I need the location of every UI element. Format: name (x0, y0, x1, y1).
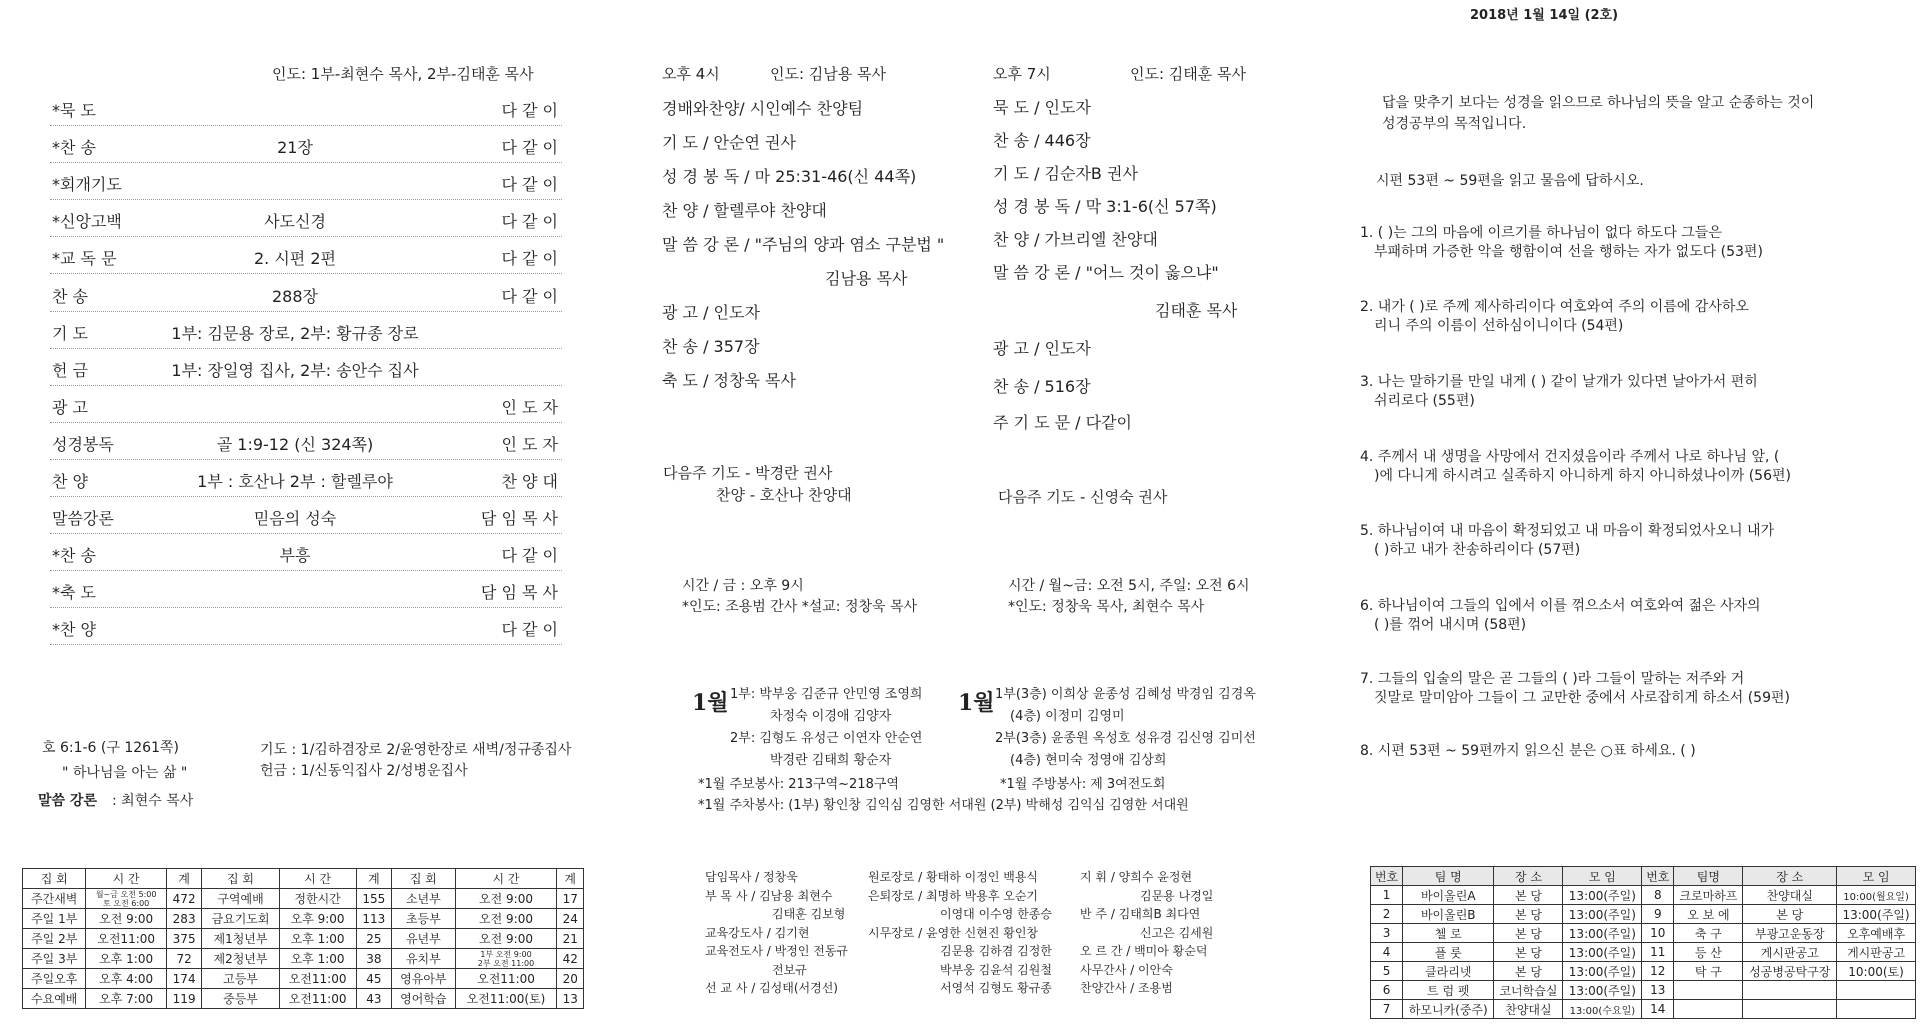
attendance-cell: 113 (356, 909, 392, 929)
parking-duty: *1월 주차봉사: (1부) 황인창 김익심 김영한 서대원 (2부) 박해성 김익심 김영한 서대원 (698, 798, 1189, 813)
attendance-cell: 20 (557, 969, 584, 989)
staff-entry: 반 주 / 김태희B 최다연 (1080, 907, 1201, 921)
team-cell: 본 당 (1494, 905, 1563, 924)
attendance-row (23, 969, 584, 989)
team-cell: 3 (1371, 924, 1403, 943)
team-cell (1674, 981, 1743, 1000)
friday-leader: *인도: 조용범 간사 *설교: 정창욱 목사 (682, 599, 918, 615)
order-row (50, 89, 562, 126)
order-row (50, 237, 562, 274)
evening-row: 기 도 / 김순자B 권사 (993, 164, 1138, 183)
attendance-table (22, 868, 584, 1009)
attendance-cell: 25 (356, 929, 392, 949)
team-cell: 본 당 (1494, 943, 1563, 962)
service-left-line-4: 박경란 김태희 황순자 (770, 753, 892, 768)
order-detail: 부흥 (279, 546, 311, 566)
service-left-line-3: 2부: 김형도 유성근 이연자 안순연 (730, 731, 923, 746)
attendance-cell: 155 (356, 889, 392, 909)
quiz-question-line: 6. 하나님이여 그들의 입에서 이를 꺾으소서 여호와여 젊은 사자의 (1360, 598, 1761, 614)
team-header: 번호 (1642, 867, 1674, 886)
attendance-cell: 119 (166, 989, 202, 1009)
staff-entry: 김문용 김하겸 김정한 (940, 944, 1052, 958)
team-cell: 14 (1642, 1000, 1674, 1019)
attendance-cell: 42 (557, 949, 584, 969)
order-leader: 찬 양 대 (501, 472, 558, 491)
staff-entry: 원로장로 / 황태하 이정인 백용식 (868, 870, 1038, 884)
staff-entry: 은퇴장로 / 최명하 박용후 오순기 (868, 888, 1038, 903)
order-detail: 1부: 장일영 집사, 2부: 송안수 집사 (171, 360, 419, 380)
evening-row: 찬 송 / 446장 (993, 131, 1091, 150)
attendance-cell: 정한시간 (279, 889, 356, 909)
staff-entry: 지 휘 / 양희수 윤정현 (1080, 870, 1193, 884)
order-row (50, 497, 562, 534)
afternoon-row: 축 도 / 정창욱 목사 (662, 371, 796, 390)
attendance-row (23, 989, 584, 1009)
staff-entry: 시무장로 / 윤영한 신현진 황인창 (868, 925, 1038, 940)
evening-row: 성 경 봉 독 / 막 3:1-6(신 57쪽) (993, 197, 1217, 216)
order-leader: 다 같 이 (501, 212, 558, 232)
order-leader: 다 같 이 (501, 286, 558, 306)
attendance-cell: 43 (356, 989, 392, 1009)
attendance-cell: 오후 1:00 (279, 949, 356, 969)
attendance-cell: 주일오후 (23, 969, 86, 989)
team-cell: 게시판공고 (1743, 943, 1837, 962)
attendance-cell (455, 949, 557, 969)
team-row (1371, 943, 1916, 962)
attendance-cell: 구역예배 (202, 889, 279, 909)
team-cell: 13:00(수요일) (1563, 1000, 1642, 1019)
team-cell: 바이올린A (1403, 886, 1494, 905)
quiz-intro-line: 성경공부의 목적입니다. (1382, 116, 1527, 132)
quiz-question-line: 리니 주의 이름이 선하심이니이다 (54편) (1374, 318, 1624, 334)
attendance-cell-line: 월~금 오전 5:00 (95, 889, 157, 899)
quiz-question (1360, 522, 1774, 560)
order-leader: 담 임 목 사 (480, 509, 558, 529)
team-cell: 8 (1642, 886, 1674, 905)
order-item: *신앙고백 (52, 212, 122, 232)
attendance-cell: 초등부 (392, 909, 455, 929)
afternoon-next-praise: 찬양 - 호산나 찬양대 (716, 486, 852, 504)
afternoon-next-prayer: 다음주 기도 - 박경란 권사 (663, 464, 833, 482)
order-item: *찬 송 (52, 138, 96, 158)
order-detail: 믿음의 성숙 (253, 509, 337, 529)
team-cell: 축 구 (1674, 924, 1743, 943)
order-item: *축 도 (52, 583, 96, 603)
order-detail: 21장 (277, 138, 313, 158)
order-item: *찬 송 (52, 546, 96, 566)
attendance-cell: 283 (166, 909, 202, 929)
quiz-question (1360, 373, 1758, 411)
staff-entry: 신고은 김세원 (1140, 925, 1214, 940)
quiz-question-line: 부패하며 가증한 악을 행함이여 선을 행하는 자가 없도다 (53편) (1374, 244, 1763, 260)
attendance-cell: 13 (557, 989, 584, 1009)
order-item: *교 독 문 (52, 249, 117, 269)
attendance-header: 시 간 (455, 869, 557, 889)
team-cell: 9 (1642, 905, 1674, 924)
team-cell (1837, 1000, 1916, 1019)
team-header: 장 소 (1743, 867, 1837, 886)
attendance-cell: 38 (356, 949, 392, 969)
staff-entry: 이영대 이수영 한종승 (940, 907, 1052, 921)
order-item: 말씀강론 (52, 509, 114, 529)
afternoon-row: 경배와찬양/ 시인예수 찬양팀 (662, 99, 864, 118)
quiz-question (1360, 224, 1763, 262)
team-row (1371, 981, 1916, 1000)
order-item: 찬 양 (52, 472, 88, 491)
attendance-cell: 오전11:00(토) (455, 989, 557, 1009)
order-leader: 인 도 자 (501, 397, 558, 417)
team-cell: 오후예배후 (1837, 924, 1916, 943)
order-row (50, 608, 562, 645)
afternoon-time: 오후 4시 (662, 65, 720, 83)
order-detail: 골 1:9-12 (신 324쪽) (216, 434, 374, 454)
quiz-intro-text (1382, 95, 1814, 132)
staff-entry: 김문용 나경일 (1140, 888, 1214, 903)
evening-row: 찬 양 / 가브리엘 찬양대 (993, 230, 1158, 249)
team-cell: 11 (1642, 943, 1674, 962)
kitchen-duty: *1월 주방봉사: 제 3여전도회 (1000, 777, 1166, 792)
team-cell: 본 당 (1494, 962, 1563, 981)
order-row (50, 460, 562, 497)
attendance-header: 시 간 (279, 869, 356, 889)
team-cell: 13:00(주일) (1563, 962, 1642, 981)
attendance-cell-line: 1부 오전 9:00 (480, 949, 532, 959)
quiz-intro-line: 답을 맞추기 보다는 성경을 읽으므로 하나님의 뜻을 알고 순종하는 것이 (1382, 95, 1815, 111)
team-cell: 1 (1371, 886, 1403, 905)
attendance-cell: 174 (166, 969, 202, 989)
quiz-question-line: 짓말로 말미암아 그들이 그 교만한 중에서 사로잡히게 하소서 (59편) (1374, 690, 1790, 706)
attendance-cell: 고등부 (202, 969, 279, 989)
team-cell: 13:00(주일) (1837, 905, 1916, 924)
attendance-row (23, 949, 584, 969)
attendance-cell: 주간새벽 (23, 889, 86, 909)
afternoon-row: 찬 양 / 할렐루야 찬양대 (662, 201, 827, 220)
order-row (50, 534, 562, 571)
team-cell: 10:00(토) (1837, 962, 1916, 981)
staff-entry: 담임목사 / 정창욱 (705, 870, 798, 884)
attendance-cell: 주일 3부 (23, 949, 86, 969)
order-leader: 담 임 목 사 (480, 583, 558, 603)
team-cell (1674, 1000, 1743, 1019)
team-header: 번호 (1371, 867, 1403, 886)
quiz-question-line: 쉬리로다 (55편) (1374, 393, 1475, 409)
team-cell: 바이올린B (1403, 905, 1494, 924)
attendance-header: 집 회 (23, 869, 86, 889)
quiz-question-line: 5. 하나님이여 내 마음이 확정되었고 내 마음이 확정되었사오니 내가 (1360, 523, 1775, 539)
evening-row: 김태훈 목사 (1155, 301, 1238, 320)
order-item: 기 도 (52, 323, 88, 343)
quiz-question (1360, 742, 1696, 761)
order-leader: 다 같 이 (501, 249, 558, 269)
staff-entry: 찬양간사 / 조용범 (1080, 981, 1173, 995)
attendance-cell: 주일 1부 (23, 909, 86, 929)
staff-entry: 부 목 사 / 김남용 최현수 (705, 888, 833, 903)
afternoon-leader: 인도: 김남용 목사 (770, 65, 887, 83)
quiz-question-line: 1. ( )는 그의 마음에 이르기를 하나님이 없다 하도다 그들은 (1360, 225, 1722, 241)
quiz-question-line: 8. 시편 53편 ~ 59편까지 읽으신 분은 ○표 하세요. ( ) (1360, 743, 1696, 759)
attendance-cell: 제2청년부 (202, 949, 279, 969)
service-right-line-3: 2부(3층) 윤종원 옥성호 성유경 김신영 김미선 (995, 731, 1256, 746)
evening-row: 말 씀 강 론 / "어느 것이 옳으냐" (993, 263, 1219, 282)
order-row (50, 349, 562, 386)
team-header: 팀명 (1674, 867, 1743, 886)
attendance-cell: 소년부 (392, 889, 455, 909)
staff-entry: 전보규 (772, 962, 807, 977)
attendance-cell: 오후 1:00 (86, 949, 166, 969)
evening-leader: 인도: 김태훈 목사 (1130, 65, 1247, 83)
service-right-line-4: (4층) 현미숙 정영애 김상희 (1010, 753, 1167, 768)
attendance-cell: 45 (356, 969, 392, 989)
staff-entry: 서영석 김형도 황규종 (940, 981, 1052, 995)
team-cell: 12 (1642, 962, 1674, 981)
attendance-cell: 영유아부 (392, 969, 455, 989)
attendance-cell: 오전11:00 (455, 969, 557, 989)
date-header: 2018년 1월 14일 (2호) (1470, 8, 1619, 23)
staff-entry: 오 르 간 / 백미아 황순덕 (1080, 944, 1208, 958)
attendance-cell: 주일 2부 (23, 929, 86, 949)
team-cell: 트 럼 펫 (1403, 981, 1494, 1000)
team-cell: 13 (1642, 981, 1674, 1000)
attendance-header: 시 간 (86, 869, 166, 889)
attendance-cell: 24 (557, 909, 584, 929)
attendance-cell: 오전 9:00 (455, 889, 557, 909)
order-row (50, 126, 562, 163)
team-cell: 본 당 (1494, 886, 1563, 905)
order-row (50, 312, 562, 349)
team-row (1371, 924, 1916, 943)
quiz-question-line: ( )를 꺾어 내시며 (58편) (1374, 617, 1527, 633)
team-cell: 찬양대실 (1494, 1000, 1563, 1019)
attendance-cell: 오후 7:00 (86, 989, 166, 1009)
attendance-cell-line: 토 오전 6:00 (103, 898, 150, 908)
afternoon-row: 찬 송 / 357장 (662, 337, 760, 356)
service-left-month: 1월 (692, 690, 729, 716)
order-leader: 다 같 이 (501, 620, 558, 640)
friday-time: 시간 / 금 : 오후 9시 (682, 578, 804, 594)
evening-next-prayer: 다음주 기도 - 신영숙 권사 (998, 488, 1168, 506)
evening-time: 오후 7시 (993, 65, 1051, 83)
team-row (1371, 905, 1916, 924)
attendance-cell: 수요예배 (23, 989, 86, 1009)
team-cell: 6 (1371, 981, 1403, 1000)
evening-row: 찬 송 / 516장 (993, 377, 1091, 396)
attendance-cell: 오전11:00 (279, 989, 356, 1009)
attendance-header: 집 회 (202, 869, 279, 889)
team-header: 장 소 (1494, 867, 1563, 886)
team-cell: 플 룻 (1403, 943, 1494, 962)
afternoon-row: 기 도 / 안순연 권사 (662, 133, 796, 152)
team-cell: 본 당 (1494, 924, 1563, 943)
attendance-row (23, 929, 584, 949)
attendance-cell: 472 (166, 889, 202, 909)
dawn-leader: *인도: 정창욱 목사, 최현수 목사 (1008, 599, 1205, 615)
order-row (50, 571, 562, 608)
afternoon-row: 김남용 목사 (825, 269, 908, 288)
quiz-question (1360, 670, 1790, 708)
team-cell: 클라리넷 (1403, 962, 1494, 981)
team-header: 모 임 (1837, 867, 1916, 886)
staff-entry: 교육강도사 / 김기현 (705, 925, 810, 940)
attendance-cell: 금요기도회 (202, 909, 279, 929)
afternoon-row: 광 고 / 인도자 (662, 303, 760, 322)
team-cell: 4 (1371, 943, 1403, 962)
order-detail: 2. 시편 2편 (254, 249, 336, 269)
attendance-cell: 오전 9:00 (455, 909, 557, 929)
quiz-question (1360, 298, 1749, 336)
quiz-question-line: )에 다니게 하시려고 실족하지 아니하게 하지 아니하셨나이까 (56편) (1374, 468, 1791, 484)
team-cell: 첼 로 (1403, 924, 1494, 943)
service-right-month: 1월 (958, 690, 995, 716)
attendance-cell: 오전 9:00 (455, 929, 557, 949)
quiz-instruction: 시편 53편 ~ 59편을 읽고 물음에 답하시오. (1376, 173, 1644, 189)
order-leader: 다 같 이 (501, 546, 558, 566)
team-table (1370, 866, 1916, 1019)
team-cell: 13:00(주일) (1563, 981, 1642, 1000)
team-cell: 코너학습실 (1494, 981, 1563, 1000)
team-row (1371, 886, 1916, 905)
team-cell: 13:00(주일) (1563, 886, 1642, 905)
team-cell (1837, 981, 1916, 1000)
order-detail: 1부: 김문용 장로, 2부: 황규종 장로 (171, 323, 419, 343)
service-left-line-2: 차정숙 이경애 김양자 (770, 709, 892, 724)
afternoon-row: 성 경 봉 독 / 마 25:31-46(신 44쪽) (662, 167, 917, 186)
attendance-row (23, 909, 584, 929)
order-leader: 인 도 자 (501, 434, 558, 454)
order-row (50, 423, 562, 460)
attendance-cell: 오후 9:00 (279, 909, 356, 929)
evening-row: 광 고 / 인도자 (993, 339, 1091, 358)
team-cell: 하모니카(중주) (1403, 1000, 1494, 1019)
order-detail: 288장 (272, 286, 318, 306)
team-cell (1743, 981, 1837, 1000)
attendance-cell: 중등부 (202, 989, 279, 1009)
attendance-cell (86, 889, 166, 909)
team-cell: 2 (1371, 905, 1403, 924)
order-item: *회개기도 (52, 175, 122, 195)
order-row (50, 275, 562, 312)
team-cell: 13:00(주일) (1563, 943, 1642, 962)
quiz-question (1360, 448, 1791, 486)
team-cell: 게시판공고 (1837, 943, 1916, 962)
order-leader: 다 같 이 (501, 138, 558, 158)
attendance-cell: 72 (166, 949, 202, 969)
team-cell: 등 산 (1674, 943, 1743, 962)
attendance-header: 집 회 (392, 869, 455, 889)
weekly-duty: *1월 주보봉사: 213구역~218구역 (698, 777, 899, 792)
attendance-header: 계 (356, 869, 392, 889)
order-item: 헌 금 (52, 360, 88, 380)
evening-row: 묵 도 / 인도자 (993, 98, 1091, 117)
team-row (1371, 1000, 1916, 1019)
team-cell: 탁 구 (1674, 962, 1743, 981)
team-cell: 성공병공탁구장 (1743, 962, 1837, 981)
attendance-header: 계 (166, 869, 202, 889)
team-cell: 7 (1371, 1000, 1403, 1019)
order-item: 광 고 (52, 397, 88, 417)
order-item: 성경봉독 (52, 434, 114, 454)
order-item: *묵 도 (52, 101, 96, 120)
staff-entry: 선 교 사 / 김성태(서경선) (705, 981, 838, 995)
team-cell: 13:00(주일) (1563, 924, 1642, 943)
attendance-cell: 오전11:00 (279, 969, 356, 989)
team-cell (1743, 1000, 1837, 1019)
order-detail: 사도신경 (264, 212, 326, 232)
attendance-cell: 375 (166, 929, 202, 949)
attendance-cell: 제1청년부 (202, 929, 279, 949)
quiz-intro (1382, 93, 1814, 135)
wednesday-scripture: 호 6:1-6 (구 1261쪽) (42, 740, 179, 756)
dawn-time: 시간 / 월~금: 오전 5시, 주일: 오전 6시 (1008, 578, 1250, 594)
order-item: 찬 송 (52, 286, 88, 306)
staff-entry: 교육전도사 / 박정인 전동규 (705, 944, 848, 958)
morning-leaders: 인도: 1부-최현수 목사, 2부-김태훈 목사 (272, 65, 534, 83)
attendance-cell: 유치부 (392, 949, 455, 969)
service-right-line-2: (4층) 이정미 김영미 (1010, 709, 1125, 724)
team-cell: 찬양대실 (1743, 886, 1837, 905)
order-item: *찬 양 (52, 620, 96, 640)
wednesday-prayer: 기도 : 1/김하겸장로 2/윤영한장로 새벽/정규종집사 (260, 742, 572, 758)
team-cell: 오 보 에 (1674, 905, 1743, 924)
team-cell: 크로마하프 (1674, 886, 1743, 905)
evening-row: 주 기 도 문 / 다같이 (993, 413, 1133, 432)
staff-entry: 사무간사 / 이안숙 (1080, 962, 1173, 977)
staff-entry: 박부웅 김윤석 김원철 (940, 962, 1052, 977)
team-cell: 10:00(월요일) (1837, 886, 1916, 905)
team-cell: 13:00(주일) (1563, 905, 1642, 924)
team-cell: 본 당 (1743, 905, 1837, 924)
team-header: 팀 명 (1403, 867, 1494, 886)
attendance-cell: 21 (557, 929, 584, 949)
wednesday-offering: 헌금 : 1/신동익집사 2/성병운집사 (260, 763, 468, 779)
team-cell: 5 (1371, 962, 1403, 981)
wednesday-sermon-label: 말씀 강론 (38, 793, 97, 809)
order-detail: 1부 : 호산나 2부 : 할렐루야 (197, 472, 393, 491)
attendance-row (23, 889, 584, 909)
attendance-header: 계 (557, 869, 584, 889)
order-row (50, 386, 562, 423)
order-leader: 다 같 이 (501, 175, 558, 195)
team-header: 모 임 (1563, 867, 1642, 886)
quiz-question-line: 7. 그들의 입술의 말은 곧 그들의 ( )라 그들이 말하는 저주와 거 (1360, 671, 1745, 687)
afternoon-row: 말 씀 강 론 / "주님의 양과 염소 구분법 " (662, 235, 945, 254)
quiz-question-line: ( )하고 내가 찬송하리이다 (57편) (1374, 542, 1581, 558)
order-leader: 다 같 이 (501, 101, 558, 120)
service-left-line-1: 1부: 박부웅 김준규 안민영 조영희 (730, 687, 923, 702)
order-row (50, 163, 562, 200)
attendance-cell: 오전11:00 (86, 929, 166, 949)
team-cell: 부광고운동장 (1743, 924, 1837, 943)
attendance-cell: 영어학습 (392, 989, 455, 1009)
team-row (1371, 962, 1916, 981)
order-row (50, 200, 562, 237)
attendance-cell: 유년부 (392, 929, 455, 949)
service-right-line-1: 1부(3층) 이희상 윤종성 김혜성 박경임 김경옥 (995, 687, 1256, 702)
wednesday-title: " 하나님을 아는 삶 " (62, 765, 188, 781)
attendance-cell: 오후 1:00 (279, 929, 356, 949)
attendance-cell-line: 2부 오전 11:00 (477, 958, 535, 968)
quiz-question-line: 3. 나는 말하기를 만일 내게 ( ) 같이 날개가 있다면 날아가서 편히 (1360, 374, 1758, 390)
team-cell: 10 (1642, 924, 1674, 943)
quiz-question (1360, 597, 1761, 635)
attendance-cell: 오전 9:00 (86, 909, 166, 929)
wednesday-sermon-value: : 최현수 목사 (112, 793, 194, 809)
attendance-cell: 17 (557, 889, 584, 909)
attendance-cell: 오후 4:00 (86, 969, 166, 989)
quiz-question-line: 2. 내가 ( )로 주께 제사하리이다 여호와여 주의 이름에 감사하오 (1360, 299, 1749, 315)
quiz-question-line: 4. 주께서 내 생명을 사망에서 건지셨음이라 주께서 나로 하나님 앞, ( (1360, 449, 1780, 465)
staff-entry: 김태훈 김보형 (772, 907, 846, 921)
